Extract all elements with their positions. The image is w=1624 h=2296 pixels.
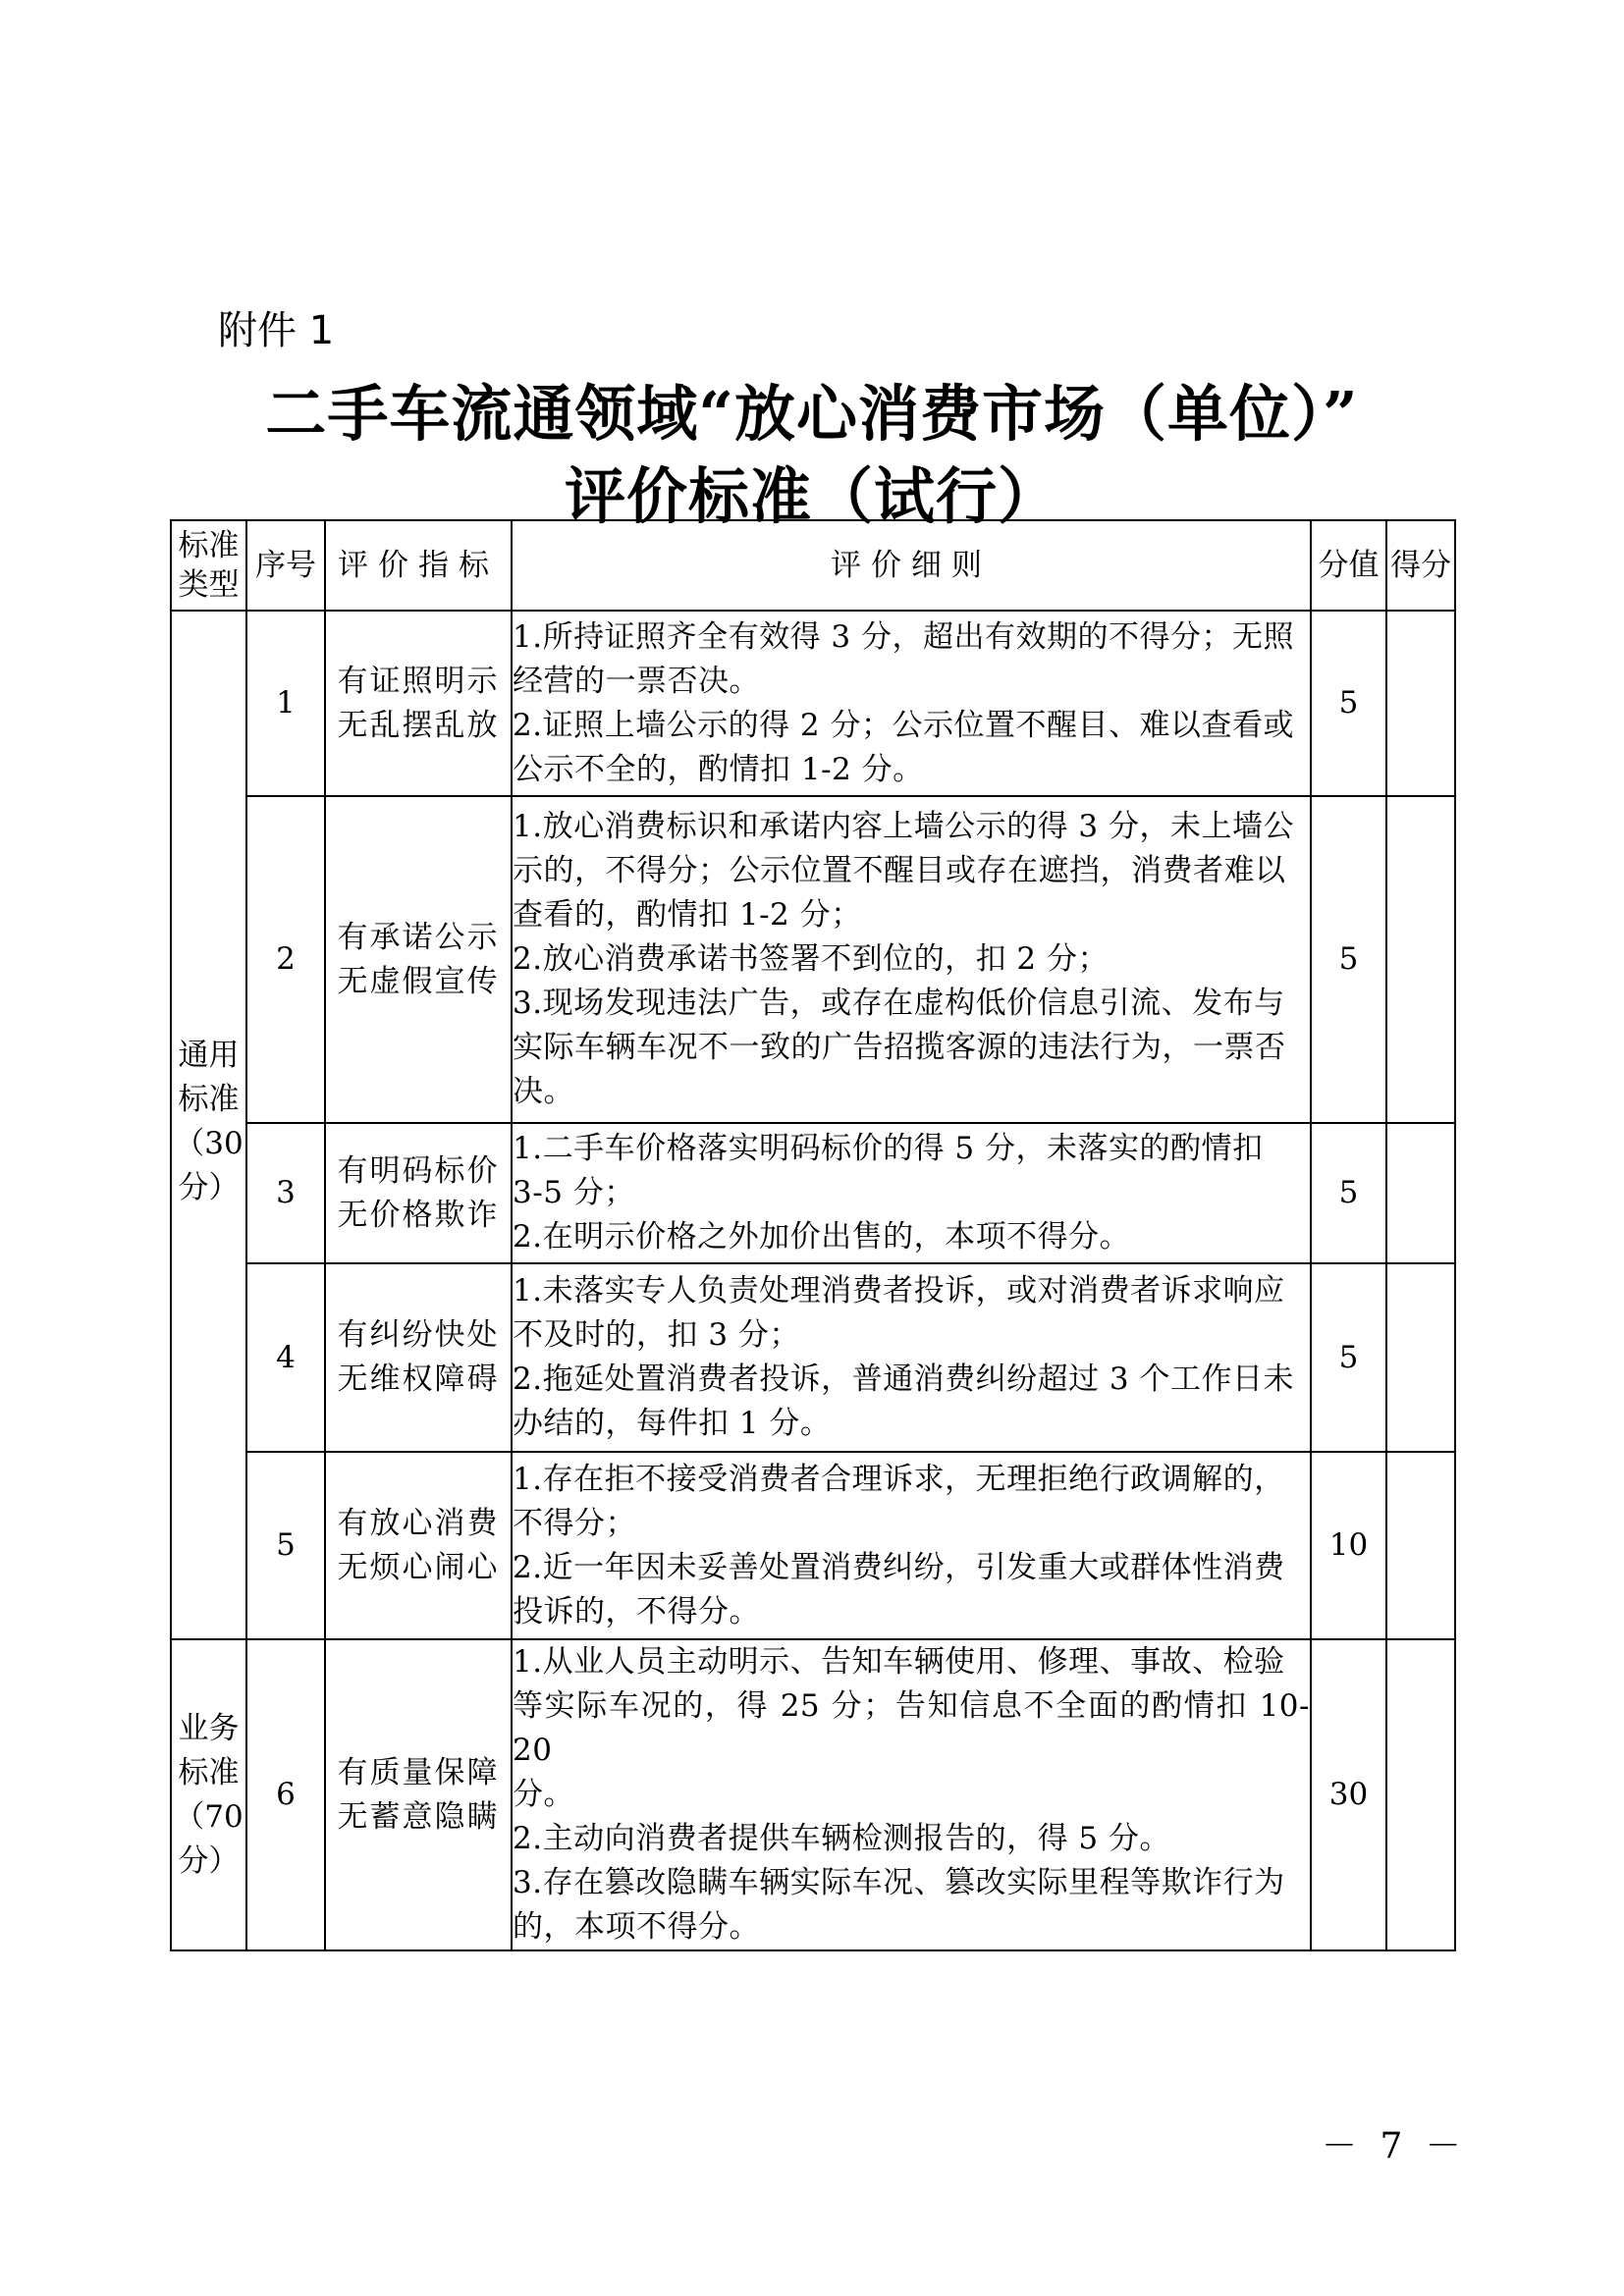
row-indicator: 有承诺公示 无虚假宣传 <box>325 796 512 1123</box>
evaluation-table <box>170 519 1456 1951</box>
row-detail: 1.未落实专人负责处理消费者投诉，或对消费者诉求响应 不及时的，扣 3 分； 2.拖延处置消费者投诉，普通消费纠纷超过 3 个工作日未 办结的，每件扣 1 分。 <box>512 1263 1311 1452</box>
row-indicator: 有证照明示 无乱摆乱放 <box>325 611 512 796</box>
row-score: 5 <box>1311 611 1386 796</box>
category-business: 业务 标准 （70 分） <box>171 1639 246 1950</box>
page-number: － 7 － <box>1322 2126 1467 2166</box>
row-score: 5 <box>1311 1263 1386 1452</box>
header-score: 分值 <box>1311 520 1386 611</box>
row-seq: 3 <box>246 1123 325 1263</box>
row-got <box>1386 1123 1455 1263</box>
category-general: 通用 标准 （30 分） <box>171 611 246 1639</box>
row-score: 10 <box>1311 1452 1386 1639</box>
table-row <box>171 1639 1455 1950</box>
row-indicator: 有放心消费 无烦心闹心 <box>325 1452 512 1639</box>
row-got <box>1386 1263 1455 1452</box>
row-detail: 1.从业人员主动明示、告知车辆使用、修理、事故、检验 等实际车况的，得 25 分；告知信息不全面的酌情扣 10-20 分。 2.主动向消费者提供车辆检测报告的，得 5 分。 3.存在篡改隐瞒车辆实际车况、篡改实际里程等欺诈行为 的，本项不得分。 <box>512 1639 1311 1950</box>
attachment-label: 附件 1 <box>218 308 335 353</box>
header-seq: 序号 <box>246 520 325 611</box>
row-indicator: 有明码标价 无价格欺诈 <box>325 1123 512 1263</box>
table-row <box>171 1263 1455 1452</box>
header-standard-type: 标准 类型 <box>171 520 246 611</box>
row-seq: 6 <box>246 1639 325 1950</box>
row-seq: 2 <box>246 796 325 1123</box>
row-seq: 4 <box>246 1263 325 1452</box>
row-got <box>1386 1639 1455 1950</box>
row-detail: 1.二手车价格落实明码标价的得 5 分，未落实的酌情扣 3-5 分； 2.在明示价格之外加价出售的，本项不得分。 <box>512 1123 1311 1263</box>
row-detail: 1.放心消费标识和承诺内容上墙公示的得 3 分，未上墙公 示的，不得分；公示位置不醒目或存在遮挡，消费者难以 查看的，酌情扣 1-2 分； 2.放心消费承诺书签署不到位的，扣 2 分； 3.现场发现违法广告，或存在虚构低价信息引流、发布与 实际车辆车况不一致的广告招揽客源的违法行为，一票否 决。 <box>512 796 1311 1123</box>
table-row <box>171 1123 1455 1263</box>
row-score: 5 <box>1311 1123 1386 1263</box>
row-detail: 1.存在拒不接受消费者合理诉求，无理拒绝行政调解的， 不得分； 2.近一年因未妥善处置消费纠纷，引发重大或群体性消费 投诉的，不得分。 <box>512 1452 1311 1639</box>
header-got: 得分 <box>1386 520 1455 611</box>
table-row <box>171 611 1455 796</box>
table-header-row <box>171 520 1455 611</box>
header-indicator: 评价指标 <box>325 520 512 611</box>
row-score: 5 <box>1311 796 1386 1123</box>
document-title: 二手车流通领域“放心消费市场（单位）” <box>265 378 1359 450</box>
row-got <box>1386 1452 1455 1639</box>
document-subtitle: 评价标准（试行） <box>564 460 1059 532</box>
row-indicator: 有质量保障 无蓄意隐瞒 <box>325 1639 512 1950</box>
table-row <box>171 1452 1455 1639</box>
table-row <box>171 796 1455 1123</box>
row-got <box>1386 611 1455 796</box>
row-seq: 5 <box>246 1452 325 1639</box>
row-indicator: 有纠纷快处 无维权障碍 <box>325 1263 512 1452</box>
header-detail: 评价细则 <box>512 520 1311 611</box>
row-seq: 1 <box>246 611 325 796</box>
row-score: 30 <box>1311 1639 1386 1950</box>
row-detail: 1.所持证照齐全有效得 3 分，超出有效期的不得分；无照 经营的一票否决。 2.证照上墙公示的得 2 分；公示位置不醒目、难以查看或 公示不全的，酌情扣 1-2 分。 <box>512 611 1311 796</box>
row-got <box>1386 796 1455 1123</box>
